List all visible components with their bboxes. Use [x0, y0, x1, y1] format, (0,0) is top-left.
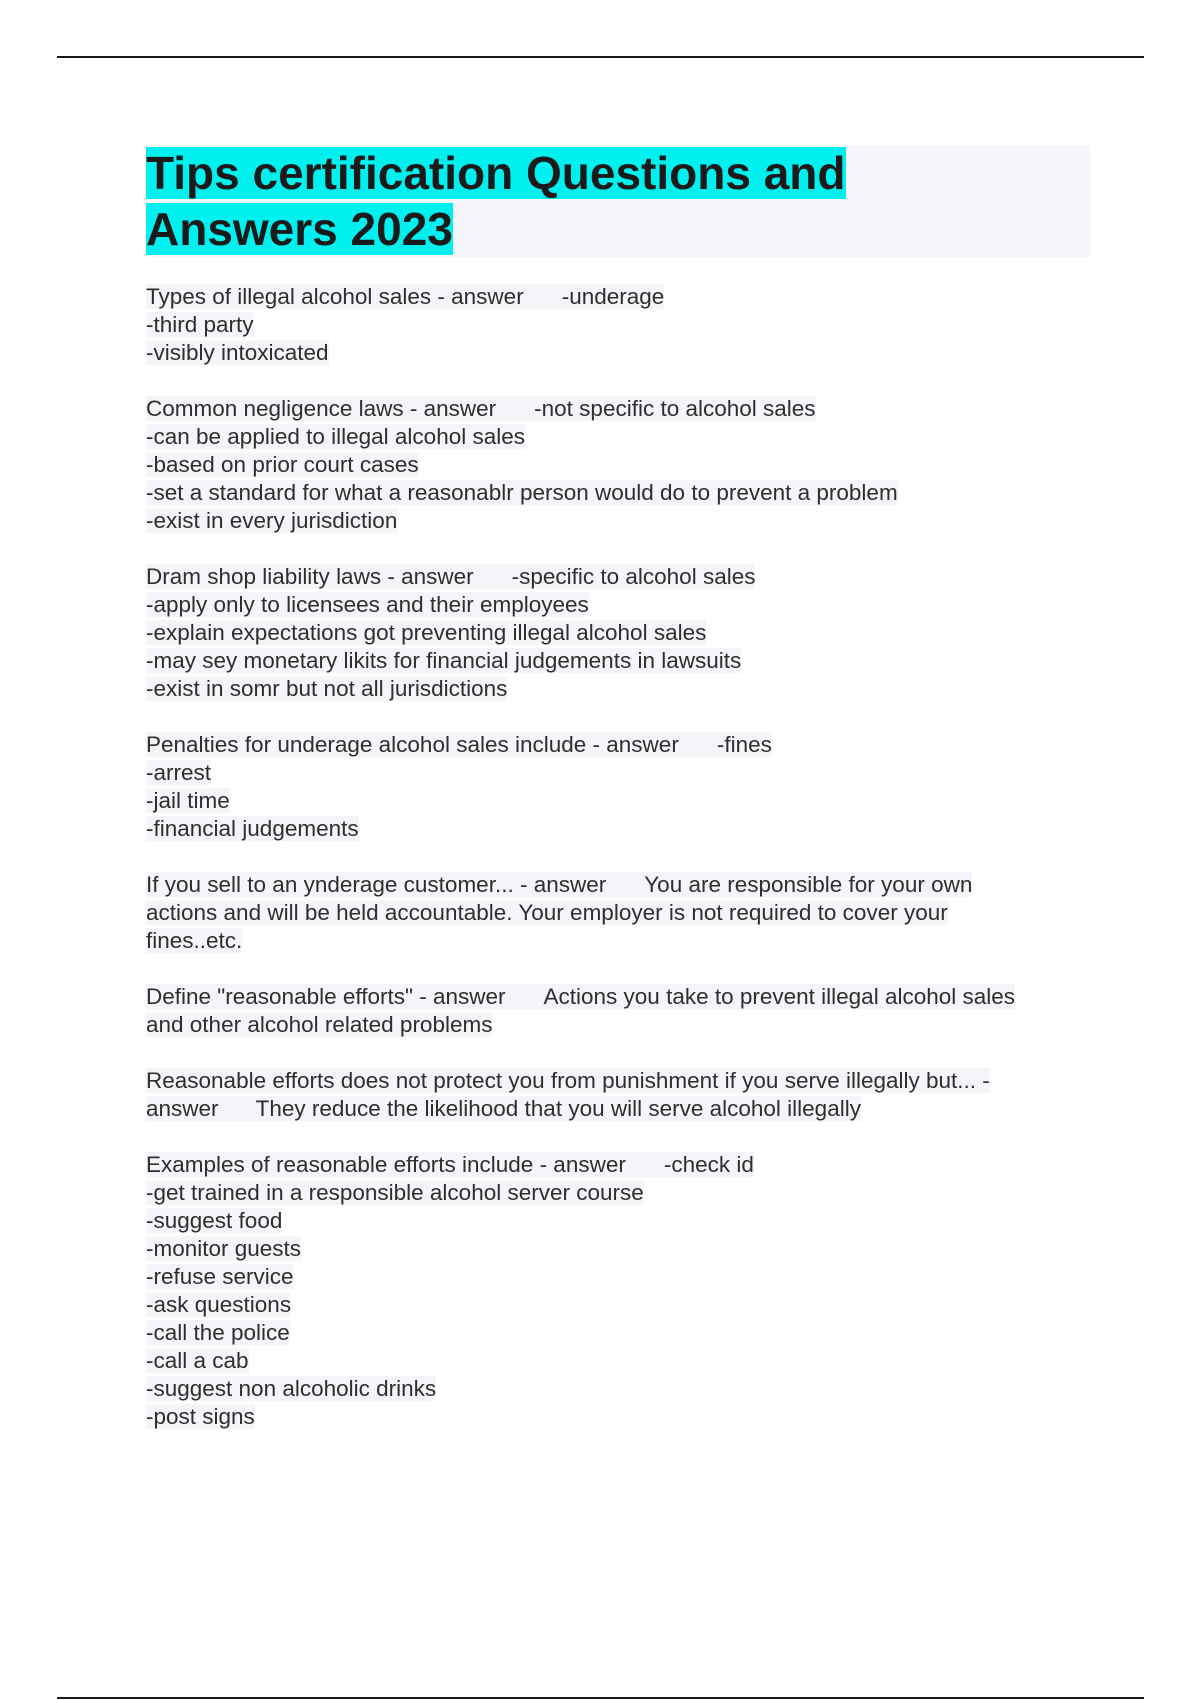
title-line-2: Answers 2023 — [146, 203, 453, 255]
qa-answer-line: -arrest — [146, 760, 212, 785]
qa-answer-line: -ask questions — [146, 1292, 292, 1317]
qa-answer-line: -based on prior court cases — [146, 452, 419, 477]
qa-question: Penalties for underage alcohol sales include - answer — [146, 732, 679, 757]
qa-first-line — [146, 1151, 1090, 1179]
qa-answer-first: -check id — [663, 1152, 754, 1177]
qa-item — [146, 1067, 1090, 1123]
qa-answer-line: -suggest non alcoholic drinks — [146, 1376, 437, 1401]
qa-answer-line: -visibly intoxicated — [146, 340, 329, 365]
qa-answer-line: -jail time — [146, 788, 230, 813]
qa-item — [146, 983, 1090, 1039]
bottom-rule — [57, 1697, 1144, 1699]
qa-answer-line: -call a cab — [146, 1348, 249, 1373]
qa-answer-line: -suggest food — [146, 1208, 283, 1233]
qa-answer-line: -may sey monetary likits for financial judgements in lawsuits — [146, 648, 742, 673]
qa-first-line — [146, 283, 1090, 311]
qa-answer-line: -set a standard for what a reasonablr person would do to prevent a problem — [146, 480, 898, 505]
qa-answer-first: -not specific to alcohol sales — [534, 396, 816, 421]
qa-question: Common negligence laws - answer — [146, 396, 497, 421]
qa-answer-line: -refuse service — [146, 1264, 294, 1289]
qa-first-line — [146, 1067, 1090, 1095]
qa-answer-line: -financial judgements — [146, 816, 359, 841]
qa-item — [146, 1151, 1090, 1431]
qa-first-line — [146, 563, 1090, 591]
qa-answer-first: -specific to alcohol sales — [511, 564, 756, 589]
qa-question: Examples of reasonable efforts include - answer — [146, 1152, 626, 1177]
page-title — [146, 145, 1090, 257]
qa-answer-line: -monitor guests — [146, 1236, 302, 1261]
qa-answer-line: answer They reduce the likelihood that you will serve alcohol illegally — [146, 1096, 861, 1121]
top-rule — [57, 56, 1144, 58]
qa-first-line — [146, 731, 1090, 759]
qa-first-line — [146, 983, 1090, 1011]
qa-answer-line: -can be applied to illegal alcohol sales — [146, 424, 525, 449]
qa-question: Dram shop liability laws - answer — [146, 564, 474, 589]
qa-answer-line: -post signs — [146, 1404, 255, 1429]
qa-answer-line: -call the police — [146, 1320, 290, 1345]
qa-first-line — [146, 871, 1090, 899]
qa-answer-line: and other alcohol related problems — [146, 1012, 493, 1037]
qa-answer-first: -underage — [561, 284, 665, 309]
qa-first-line — [146, 395, 1090, 423]
qa-item — [146, 731, 1090, 843]
qa-answer-line: -apply only to licensees and their employees — [146, 592, 589, 617]
qa-answer-first: -fines — [716, 732, 772, 757]
qa-question: Types of illegal alcohol sales - answer — [146, 284, 524, 309]
qa-answer-line: -get trained in a responsible alcohol server course — [146, 1180, 644, 1205]
qa-item — [146, 563, 1090, 703]
qa-answer-first: Actions you take to prevent illegal alcohol sales — [543, 984, 1016, 1009]
qa-question: If you sell to an ynderage customer... - answer — [146, 872, 607, 897]
qa-item — [146, 871, 1090, 955]
qa-question: Define "reasonable efforts" - answer — [146, 984, 506, 1009]
title-block — [146, 145, 1090, 257]
qa-answer-line: -explain expectations got preventing illegal alcohol sales — [146, 620, 707, 645]
qa-answer-line: -exist in every jurisdiction — [146, 508, 398, 533]
qa-question: Reasonable efforts does not protect you from punishment if you serve illegally but... - — [146, 1068, 990, 1093]
qa-answer-line: actions and will be held accountable. Your employer is not required to cover your — [146, 900, 948, 925]
document-body — [146, 145, 1090, 1459]
qa-answer-line: -third party — [146, 312, 254, 337]
title-line-1: Tips certification Questions and — [146, 147, 846, 199]
qa-answer-line: fines..etc. — [146, 928, 243, 953]
qa-answer-first: You are responsible for your own — [644, 872, 973, 897]
qa-item — [146, 395, 1090, 535]
qa-answer-line: -exist in somr but not all jurisdictions — [146, 676, 508, 701]
qa-item — [146, 283, 1090, 367]
